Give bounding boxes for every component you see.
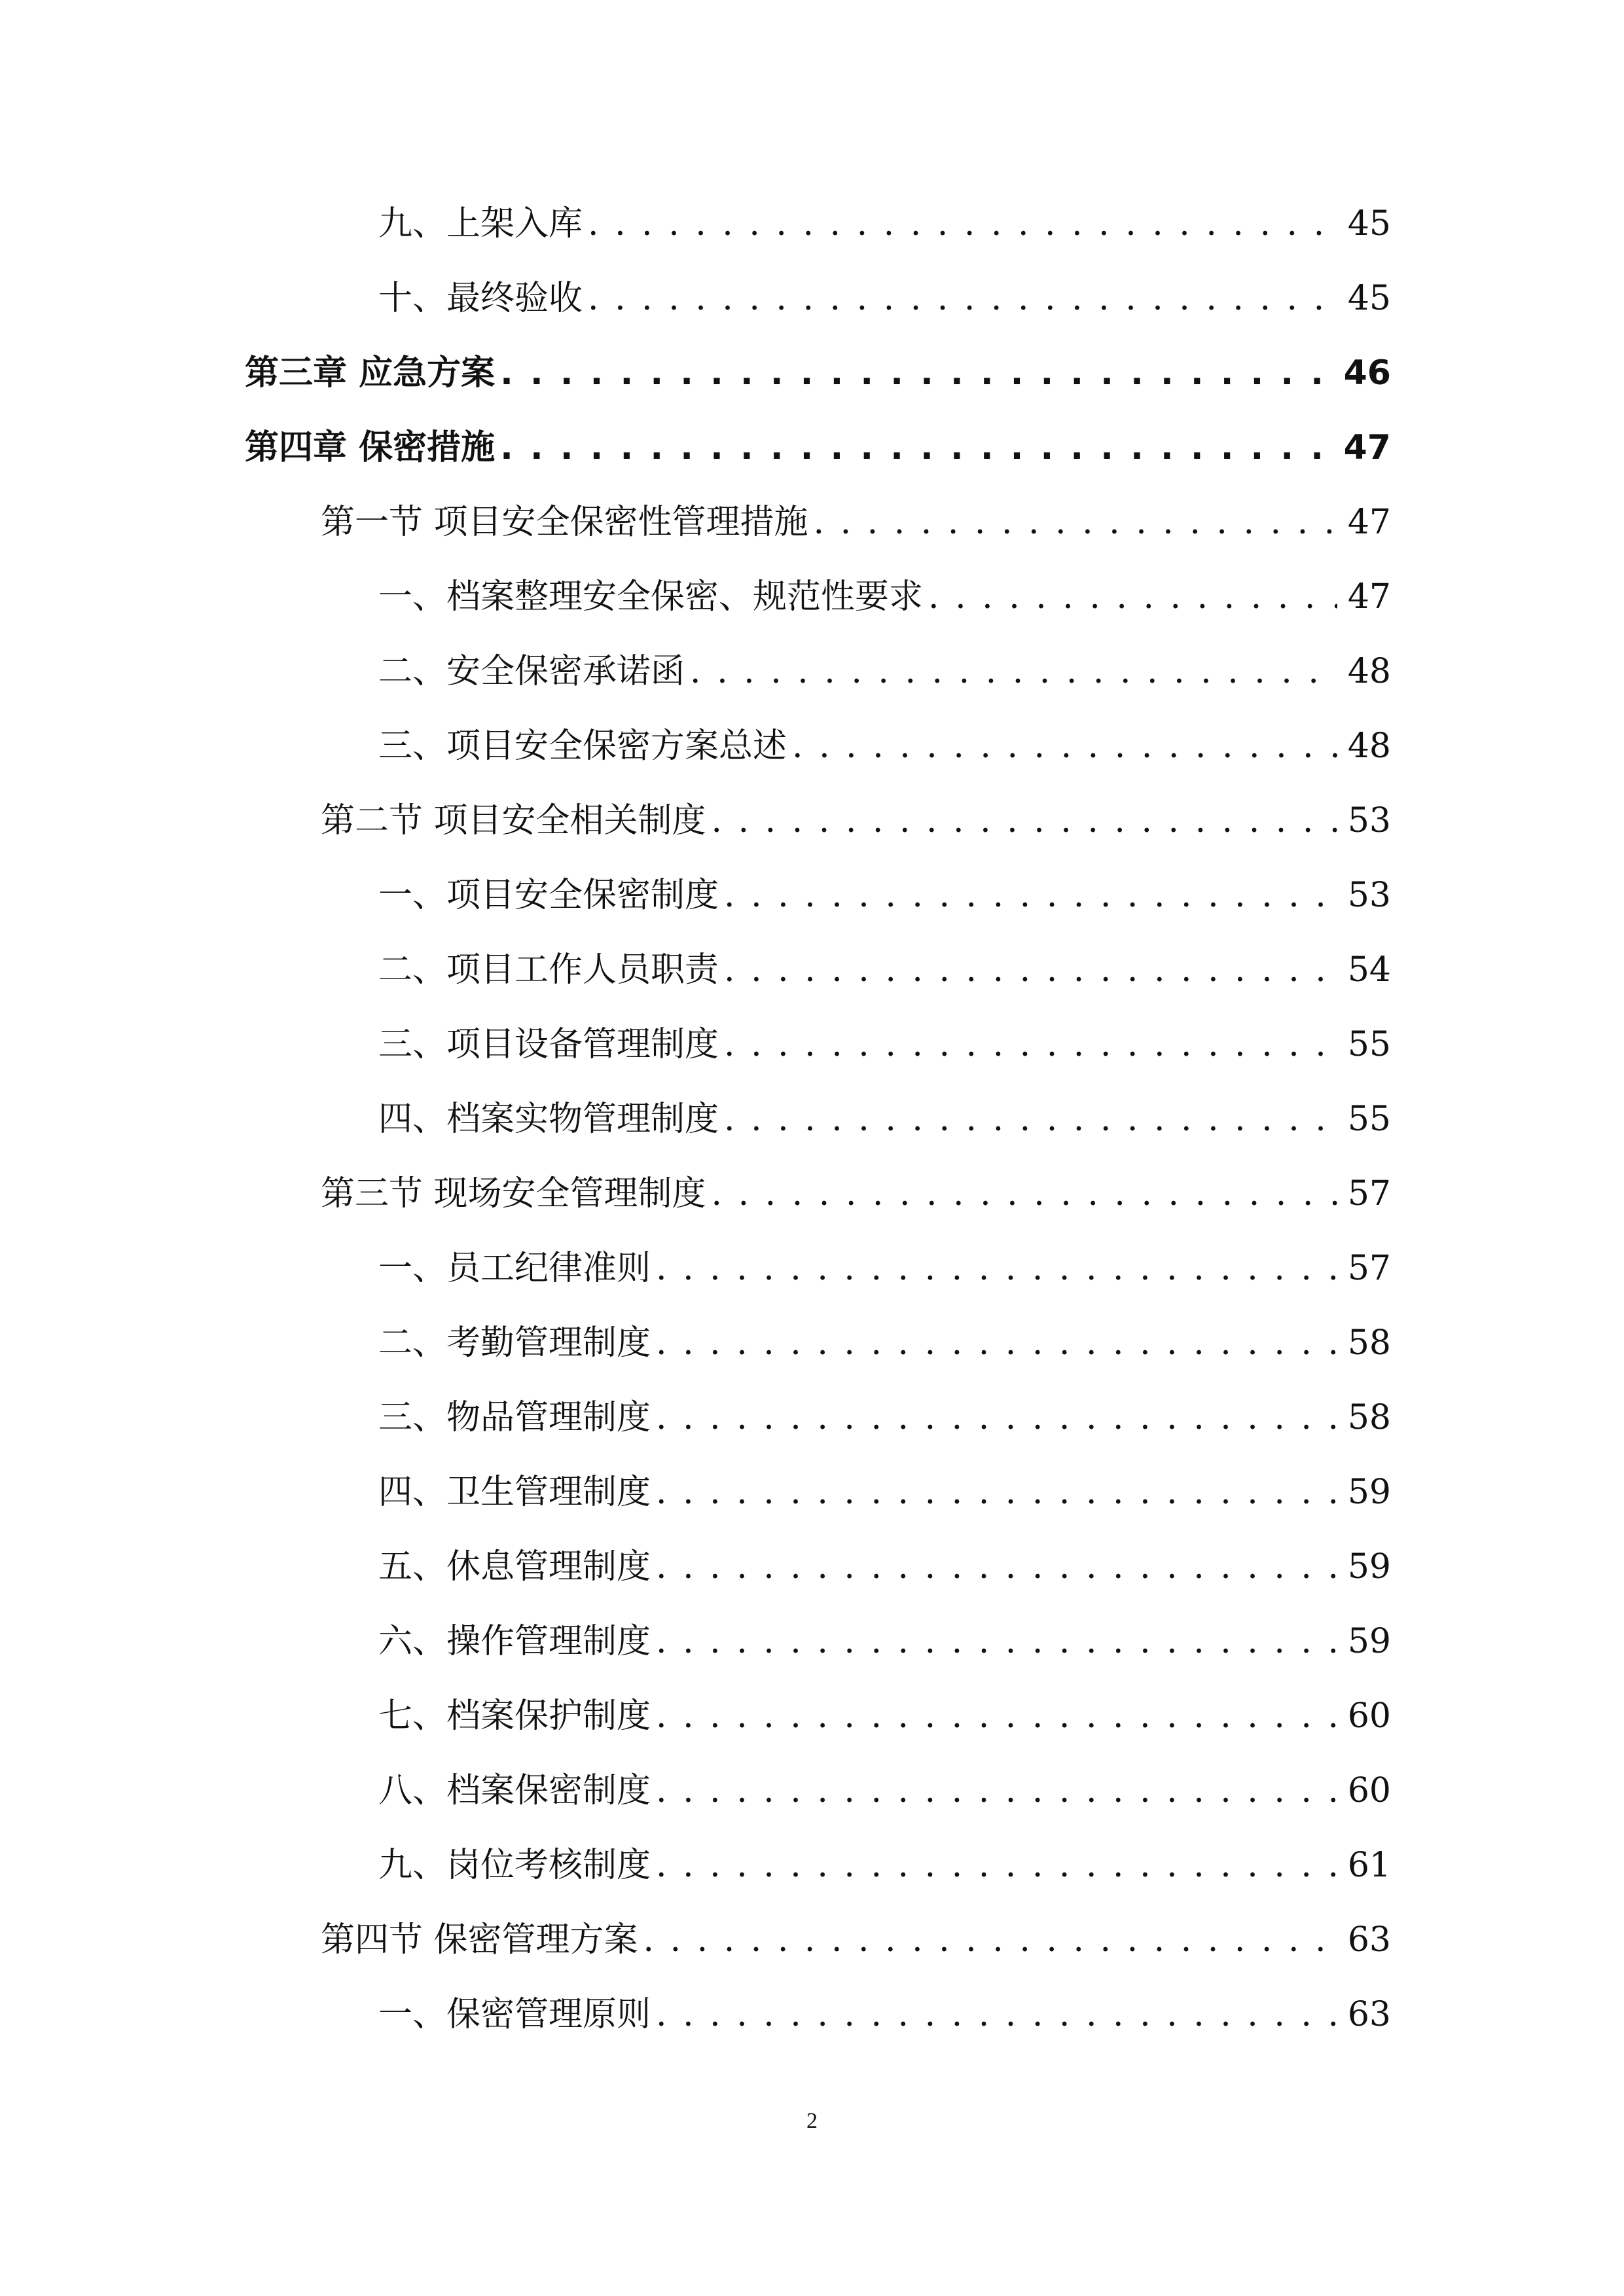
toc-entry-page: 48 [1347, 652, 1391, 691]
toc-entry[interactable] [378, 869, 1391, 922]
toc-entry[interactable] [378, 198, 1391, 250]
toc-section-entry[interactable] [321, 496, 1391, 548]
toc-entry[interactable] [378, 1839, 1391, 1892]
dot-leader [724, 1093, 1337, 1145]
toc-entry-page: 61 [1347, 1846, 1391, 1885]
toc-entry-title: 四、档案实物管理制度 [378, 1100, 719, 1139]
toc-entry-title: 第二节 项目安全相关制度 [321, 801, 706, 840]
toc-entry-page: 47 [1347, 577, 1391, 617]
toc-entry-title: 二、安全保密承诺函 [378, 652, 685, 691]
dot-leader [724, 869, 1337, 922]
toc-entry[interactable] [378, 944, 1391, 996]
toc-entry-title: 四、卫生管理制度 [378, 1473, 651, 1512]
dot-leader [500, 347, 1333, 399]
toc-entry-page: 47 [1343, 428, 1391, 467]
toc-entry-page: 59 [1347, 1547, 1391, 1587]
toc-entry[interactable] [378, 1541, 1391, 1593]
toc-entry[interactable] [378, 1317, 1391, 1369]
toc-entry[interactable] [378, 1466, 1391, 1518]
toc-entry[interactable] [378, 1690, 1391, 1742]
toc-entry[interactable] [378, 1242, 1391, 1295]
toc-entry-title: 三、项目设备管理制度 [378, 1025, 719, 1064]
toc-chapter-entry[interactable] [245, 422, 1391, 474]
toc-entry-title: 一、员工纪律准则 [378, 1249, 651, 1288]
toc-entry-title: 一、保密管理原则 [378, 1995, 651, 2034]
dot-leader [712, 1168, 1337, 1220]
dot-leader [656, 1765, 1337, 1817]
toc-entry-page: 58 [1347, 1323, 1391, 1363]
dot-leader [724, 944, 1337, 996]
toc-entry[interactable] [378, 1615, 1391, 1668]
dot-leader [814, 496, 1337, 548]
toc-entry-page: 53 [1347, 801, 1391, 840]
dot-leader [712, 795, 1337, 847]
toc-entry-title: 一、档案整理安全保密、规范性要求 [378, 577, 924, 617]
toc-entry-title: 第三节 现场安全管理制度 [321, 1174, 706, 1213]
toc-entry-title: 九、岗位考核制度 [378, 1846, 651, 1885]
toc-entry-title: 二、项目工作人员职责 [378, 950, 719, 990]
toc-section-entry[interactable] [321, 1914, 1391, 1966]
toc-entry-page: 55 [1347, 1100, 1391, 1139]
toc-entry-title: 第四节 保密管理方案 [321, 1920, 638, 1960]
toc-entry-page: 59 [1347, 1473, 1391, 1512]
toc-section-entry[interactable] [321, 795, 1391, 847]
toc-entry-title: 七、档案保护制度 [378, 1696, 651, 1736]
toc-entry-title: 第三章 应急方案 [245, 353, 496, 393]
toc-entry[interactable] [378, 571, 1391, 623]
toc-entry-title: 八、档案保密制度 [378, 1771, 651, 1810]
dot-leader [500, 422, 1333, 474]
dot-leader [656, 1242, 1337, 1295]
toc-section-entry[interactable] [321, 1168, 1391, 1220]
toc-entry[interactable] [378, 272, 1391, 325]
toc-entry-page: 45 [1347, 204, 1391, 243]
toc-entry-title: 九、上架入库 [378, 204, 583, 243]
toc-entry[interactable] [378, 1093, 1391, 1145]
toc-entry[interactable] [378, 1018, 1391, 1071]
toc-entry-page: 48 [1347, 726, 1391, 766]
dot-leader [656, 1988, 1337, 2041]
dot-leader [643, 1914, 1337, 1966]
toc-entry-title: 二、考勤管理制度 [378, 1323, 651, 1363]
toc-entry-page: 54 [1347, 950, 1391, 990]
toc-entry[interactable] [378, 1765, 1391, 1817]
dot-leader [656, 1391, 1337, 1444]
toc-entry-title: 六、操作管理制度 [378, 1622, 651, 1661]
toc-entry-title: 第四章 保密措施 [245, 428, 496, 467]
toc-entry-page: 47 [1347, 503, 1391, 542]
toc-entry-page: 58 [1347, 1398, 1391, 1437]
toc-entry-page: 55 [1347, 1025, 1391, 1064]
toc-entry-title: 第一节 项目安全保密性管理措施 [321, 503, 808, 542]
toc-entry-title: 三、项目安全保密方案总述 [378, 726, 787, 766]
toc-entry-page: 53 [1347, 876, 1391, 915]
toc-entry-page: 63 [1347, 1995, 1391, 2034]
dot-leader [656, 1690, 1337, 1742]
toc-entry-title: 五、休息管理制度 [378, 1547, 651, 1587]
dot-leader [588, 272, 1337, 325]
toc-entry-page: 60 [1347, 1696, 1391, 1736]
toc-entry-title: 三、物品管理制度 [378, 1398, 651, 1437]
toc-entry-page: 60 [1347, 1771, 1391, 1810]
dot-leader [656, 1615, 1337, 1668]
toc-entry-page: 46 [1343, 353, 1391, 393]
dot-leader [656, 1839, 1337, 1892]
toc-entry[interactable] [378, 1988, 1391, 2041]
dot-leader [928, 571, 1337, 623]
dot-leader [690, 645, 1337, 698]
dot-leader [656, 1541, 1337, 1593]
toc-entry-page: 57 [1347, 1174, 1391, 1213]
dot-leader [588, 198, 1337, 250]
toc-entry[interactable] [378, 720, 1391, 772]
toc-chapter-entry[interactable] [245, 347, 1391, 399]
page-number: 2 [806, 2109, 818, 2133]
dot-leader [656, 1466, 1337, 1518]
dot-leader [792, 720, 1337, 772]
dot-leader [656, 1317, 1337, 1369]
toc-entry[interactable] [378, 1391, 1391, 1444]
toc-entry-page: 59 [1347, 1622, 1391, 1661]
toc-entry-page: 45 [1347, 279, 1391, 318]
toc-entry[interactable] [378, 645, 1391, 698]
dot-leader [724, 1018, 1337, 1071]
toc-entry-title: 十、最终验收 [378, 279, 583, 318]
toc-entry-page: 57 [1347, 1249, 1391, 1288]
toc-entry-page: 63 [1347, 1920, 1391, 1960]
toc-entry-title: 一、项目安全保密制度 [378, 876, 719, 915]
